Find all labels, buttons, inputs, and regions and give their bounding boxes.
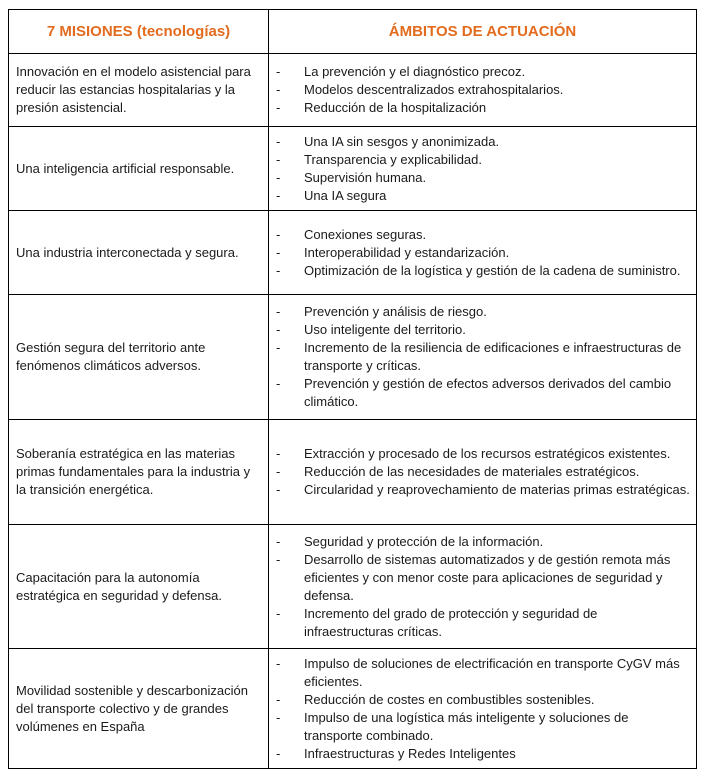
list-item (276, 375, 690, 411)
mission-cell: Gestión segura del territorio ante fenómenos climáticos adversos. (9, 295, 269, 420)
list-item (276, 691, 690, 709)
list-item-text: Conexiones seguras. (304, 226, 427, 242)
table-row (9, 211, 697, 295)
bullet-dash: - (276, 151, 281, 167)
areas-cell (269, 211, 697, 295)
list-item (276, 445, 690, 463)
list-item-text: Impulso de soluciones de electrificación en transporte CyGV más eficientes. (304, 655, 680, 689)
areas-list (276, 655, 690, 763)
areas-cell (269, 295, 697, 420)
list-item-text: Interoperabilidad y estandarización. (304, 244, 510, 260)
bullet-dash: - (276, 322, 281, 337)
bullet-dash: - (276, 533, 281, 549)
list-item-text: La prevención y el diagnóstico precoz. (304, 64, 526, 79)
mission-cell: Una inteligencia artificial responsable. (9, 127, 269, 211)
list-item (276, 133, 690, 151)
list-item (276, 169, 690, 187)
table-row (9, 649, 697, 769)
bullet-dash: - (276, 605, 281, 621)
list-item-text: Reducción de la hospitalización (304, 100, 487, 115)
bullet-dash: - (276, 340, 281, 355)
list-item (276, 481, 690, 499)
bullet-dash: - (276, 187, 281, 203)
areas-list (276, 133, 690, 205)
bullet-dash: - (276, 262, 281, 278)
bullet-dash: - (276, 446, 281, 461)
areas-list (276, 226, 690, 280)
header-missions: 7 MISIONES (tecnologías) (9, 10, 269, 54)
bullet-dash: - (276, 691, 281, 707)
list-item (276, 244, 690, 262)
table-row (9, 525, 697, 649)
bullet-dash: - (276, 64, 281, 79)
list-item-text: Prevención y gestión de efectos adversos derivados del cambio climático. (304, 376, 672, 409)
missions-table (8, 9, 697, 769)
bullet-dash: - (276, 133, 281, 149)
areas-cell (269, 420, 697, 525)
bullet-dash: - (276, 226, 281, 242)
bullet-dash: - (276, 82, 281, 97)
list-item-text: Infraestructuras y Redes Inteligentes (304, 745, 516, 761)
list-item-text: Transparencia y explicabilidad. (304, 151, 483, 167)
list-item-text: Extracción y procesado de los recursos estratégicos existentes. (304, 446, 671, 461)
bullet-dash: - (276, 304, 281, 319)
table-row (9, 54, 697, 127)
list-item-text: Reducción de las necesidades de materiales estratégicos. (304, 464, 640, 479)
list-item-text: Optimización de la logística y gestión de la cadena de suministro. (304, 262, 681, 278)
list-item-text: Una IA segura (304, 187, 387, 203)
list-item-text: Desarrollo de sistemas automatizados y de gestión remota más eficientes y con menor coste para aplicaciones de seguridad y defensa. (304, 551, 671, 603)
list-item-text: Incremento de la resiliencia de edificaciones e infraestructuras de transporte y críticas. (304, 340, 682, 373)
list-item (276, 187, 690, 205)
list-item (276, 533, 690, 551)
bullet-dash: - (276, 482, 281, 497)
areas-list (276, 533, 690, 641)
bullet-dash: - (276, 244, 281, 260)
bullet-dash: - (276, 709, 281, 725)
table-body (9, 54, 697, 769)
areas-list (276, 303, 690, 411)
mission-cell: Innovación en el modelo asistencial para reducir las estancias hospitalarias y la presión asistencial. (9, 54, 269, 127)
list-item (276, 463, 690, 481)
table-header-row (9, 10, 697, 54)
areas-list (276, 63, 690, 117)
list-item (276, 551, 690, 605)
mission-cell: Una industria interconectada y segura. (9, 211, 269, 295)
document-page (8, 9, 697, 769)
bullet-dash: - (276, 376, 281, 391)
list-item (276, 605, 690, 641)
list-item (276, 709, 690, 745)
bullet-dash: - (276, 464, 281, 479)
list-item (276, 655, 690, 691)
list-item-text: Circularidad y reaprovechamiento de materias primas estratégicas. (304, 482, 690, 497)
list-item-text: Reducción de costes en combustibles sostenibles. (304, 691, 595, 707)
list-item (276, 99, 690, 117)
list-item-text: Una IA sin sesgos y anonimizada. (304, 133, 500, 149)
list-item-text: Uso inteligente del territorio. (304, 322, 466, 337)
list-item (276, 151, 690, 169)
areas-cell (269, 525, 697, 649)
table-row (9, 127, 697, 211)
bullet-dash: - (276, 169, 281, 185)
list-item (276, 303, 690, 321)
list-item-text: Prevención y análisis de riesgo. (304, 304, 487, 319)
list-item (276, 226, 690, 244)
mission-cell: Movilidad sostenible y descarbonización del transporte colectivo y de grandes volúmenes en España (9, 649, 269, 769)
list-item-text: Incremento del grado de protección y seguridad de infraestructuras críticas. (304, 605, 598, 639)
list-item (276, 321, 690, 339)
areas-list (276, 445, 690, 499)
list-item (276, 339, 690, 375)
areas-cell (269, 649, 697, 769)
areas-cell (269, 54, 697, 127)
list-item (276, 745, 690, 763)
header-areas: ÁMBITOS DE ACTUACIÓN (269, 10, 697, 54)
mission-cell: Capacitación para la autonomía estratégica en seguridad y defensa. (9, 525, 269, 649)
list-item-text: Impulso de una logística más inteligente y soluciones de transporte combinado. (304, 709, 629, 743)
bullet-dash: - (276, 745, 281, 761)
list-item-text: Seguridad y protección de la información. (304, 533, 544, 549)
bullet-dash: - (276, 100, 281, 115)
table-row (9, 295, 697, 420)
list-item (276, 262, 690, 280)
list-item (276, 63, 690, 81)
areas-cell (269, 127, 697, 211)
mission-cell: Soberanía estratégica en las materias primas fundamentales para la industria y la transición energética. (9, 420, 269, 525)
bullet-dash: - (276, 655, 281, 671)
list-item (276, 81, 690, 99)
list-item-text: Supervisión humana. (304, 169, 427, 185)
list-item-text: Modelos descentralizados extrahospitalarios. (304, 82, 564, 97)
bullet-dash: - (276, 551, 281, 567)
table-row (9, 420, 697, 525)
